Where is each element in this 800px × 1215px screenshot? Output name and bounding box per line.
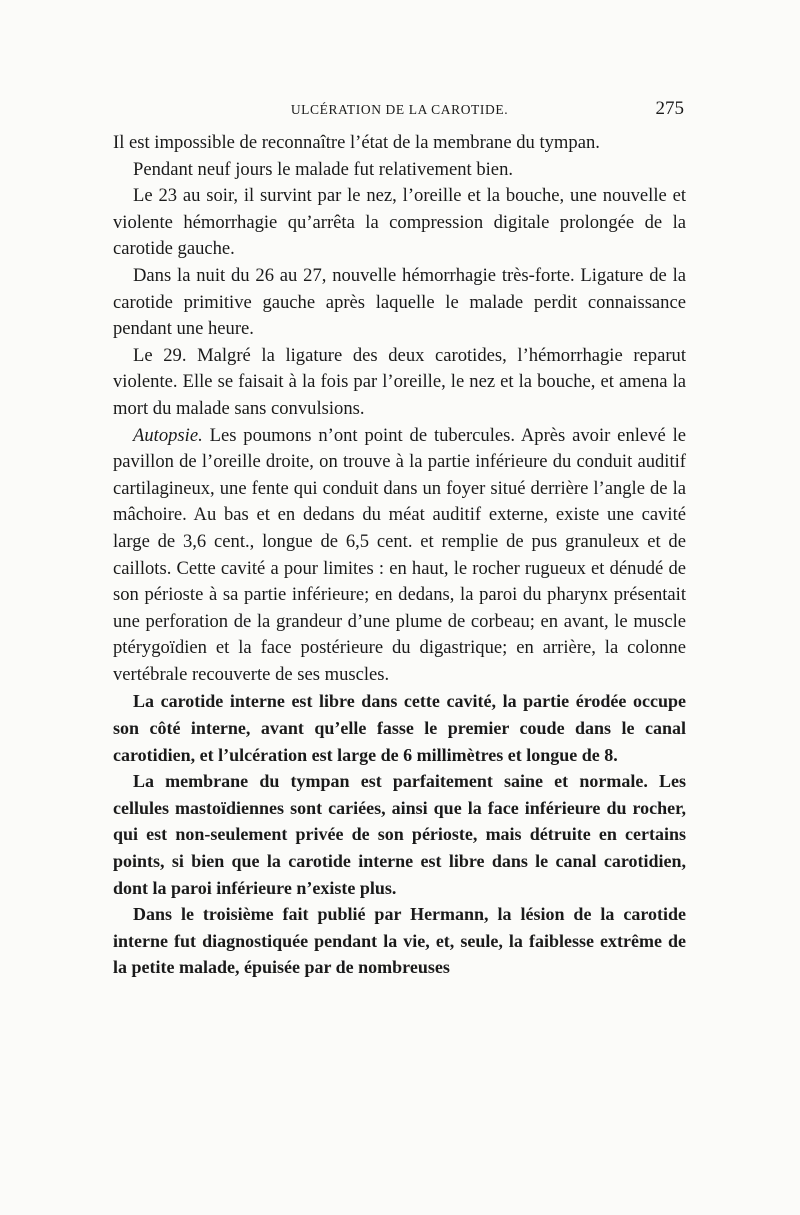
page-number: 275 xyxy=(655,98,684,119)
page-header xyxy=(113,98,686,130)
paragraph-le-23: Le 23 au soir, il survint par le nez, l’oreille et la bouche, une nouvelle et violente hémorrhagie qu’arrêta la compression digitale prolongée de la carotide gauche. xyxy=(113,185,686,260)
paragraph-autopsie xyxy=(113,423,686,689)
autopsie-text: Les poumons n’ont point de tubercules. Après avoir enlevé le pavillon de l’oreille droite, on trouve à la partie inférieure du conduit auditif cartilagineux, une fente qui conduit dans un foyer situé derrière l’angle de la mâchoire. Au bas et en dedans du méat auditif externe, existe une cavité large de 3,6 cent., longue de 6,5 cent. et remplie de pus granuleux et de caillots. Cette cavité a pour limites : en haut, le rocher rugueux et dénudé de son périoste à sa partie inférieure; en dedans, la paroi du pharynx présentait une perforation de la grandeur d’une plume de corbeau; en avant, le muscle ptérygoïdien et la face postérieure du digastrique; en arrière, la colonne vertébrale recouverte de ses muscles. xyxy=(113,424,686,685)
body-text xyxy=(113,130,686,981)
paragraph-neuf-jours: Pendant neuf jours le malade fut relativement bien. xyxy=(133,158,514,180)
paragraph-le-29: Le 29. Malgré la ligature des deux carotides, l’hémorrhagie reparut violente. Elle se faisait à la fois par l’oreille, le nez et la bouche, et amena la mort du malade sans convulsions. xyxy=(113,344,686,419)
autopsie-lead: Autopsie. xyxy=(133,424,203,446)
paragraph-carotide-interne: La carotide interne est libre dans cette cavité, la partie érodée occupe son côté interne, avant qu’elle fasse le premier coude dans le canal carotidien, et l’ulcération est large de 6 millimètres et longue de 8. xyxy=(113,691,686,765)
paragraph-hermann: Dans le troisième fait publié par Hermann, la lésion de la carotide interne fut diagnostiquée pendant la vie, et, seule, la faiblesse extrême de la petite malade, épuisée par de nombreuses xyxy=(113,904,686,978)
running-title: ULCÉRATION DE LA CAROTIDE. xyxy=(290,102,509,117)
text-block xyxy=(113,98,686,981)
paragraph-membrane-tympan: La membrane du tympan est parfaitement saine et normale. Les cellules mastoïdiennes sont cariées, ainsi que la face inférieure du rocher, qui est non-seulement privée de son périoste, mais détruite en certains points, si bien que la carotide interne est libre dans le canal carotidien, dont la paroi inférieure n’existe plus. xyxy=(113,771,686,898)
bold-region xyxy=(113,688,686,981)
paragraph-tympan: Il est impossible de reconnaître l’état de la membrane du tympan. xyxy=(113,132,600,153)
paragraph-le-26: Dans la nuit du 26 au 27, nouvelle hémorrhagie très-forte. Ligature de la carotide primitive gauche après laquelle le malade perdit connaissance pendant une heure. xyxy=(113,264,686,340)
